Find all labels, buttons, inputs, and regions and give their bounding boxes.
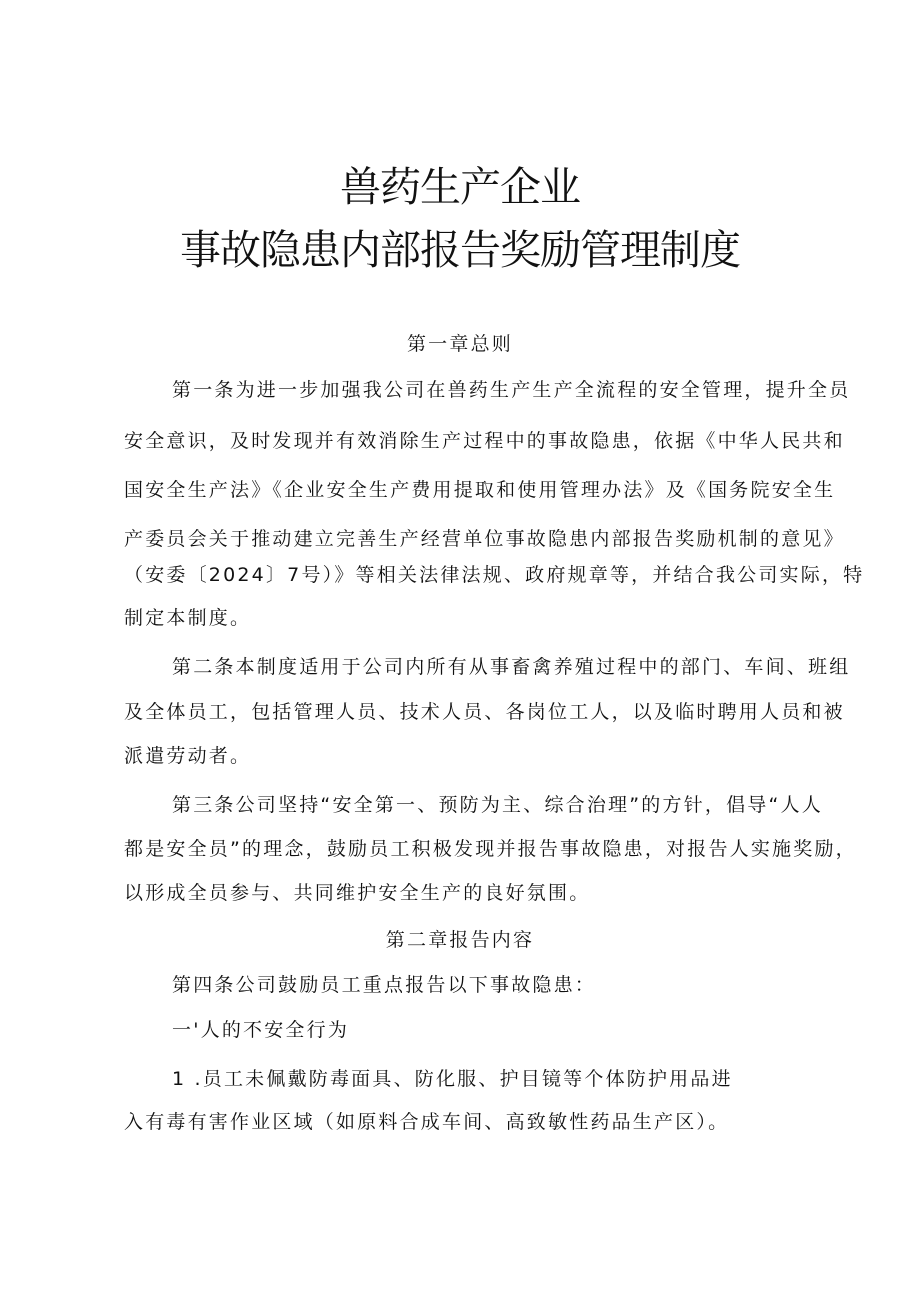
list-item-line: 1 .员工未佩戴防毒面具、防化服、护目镜等个体防护用品进: [172, 1068, 733, 1090]
paragraph-line: 制定本制度。: [124, 607, 252, 629]
article-4: 第四条公司鼓励员工重点报告以下事故隐患：: [172, 974, 597, 996]
paragraph-line: 都是安全员”的理念，鼓励员工积极发现并报告事故隐患，对报告人实施奖励，: [124, 838, 857, 860]
paragraph-line: 以形成全员参与、共同维护安全生产的良好氛围。: [124, 882, 591, 904]
list-item-line: 入有毒有害作业区域（如原料合成车间、高致敏性药品生产区）。: [124, 1111, 730, 1133]
paragraph-line: 及全体员工，包括管理人员、技术人员、各岗位工人，以及临时聘用人员和被: [124, 701, 845, 723]
paragraph-line: 第二条本制度适用于公司内所有从事畜禽养殖过程中的部门、车间、班组: [172, 656, 851, 678]
document-title-line-1: 兽药生产企业: [340, 163, 580, 211]
paragraph-line: 第一条为进一步加强我公司在兽药生产生产全流程的安全管理，提升全员: [172, 379, 851, 401]
chapter-2-heading: 第二章报告内容: [385, 929, 535, 951]
paragraph-line: 安全意识，及时发现并有效消除生产过程中的事故隐患，依据《中华人民共和: [124, 430, 845, 452]
paragraph-line: 产委员会关于推动建立完善生产经营单位事故隐患内部报告奖励机制的意见》: [124, 528, 845, 550]
chapter-1-heading: 第一章总则: [406, 333, 513, 355]
paragraph-line: 第三条公司坚持“安全第一、预防为主、综合治理”的方针，倡导“人人: [172, 794, 823, 816]
paragraph-line: 国安全生产法》《企业安全生产费用提取和使用管理办法》及《国务院安全生: [124, 479, 836, 501]
paragraph-line: （安委〔2024〕7号）》等相关法律法规、政府规章等，并结合我公司实际，特: [124, 564, 865, 586]
section-heading: 一'人的不安全行为: [172, 1019, 350, 1041]
document-title-line-2: 事故隐患内部报告奖励管理制度: [180, 226, 740, 274]
paragraph-line: 派遣劳动者。: [124, 745, 252, 767]
